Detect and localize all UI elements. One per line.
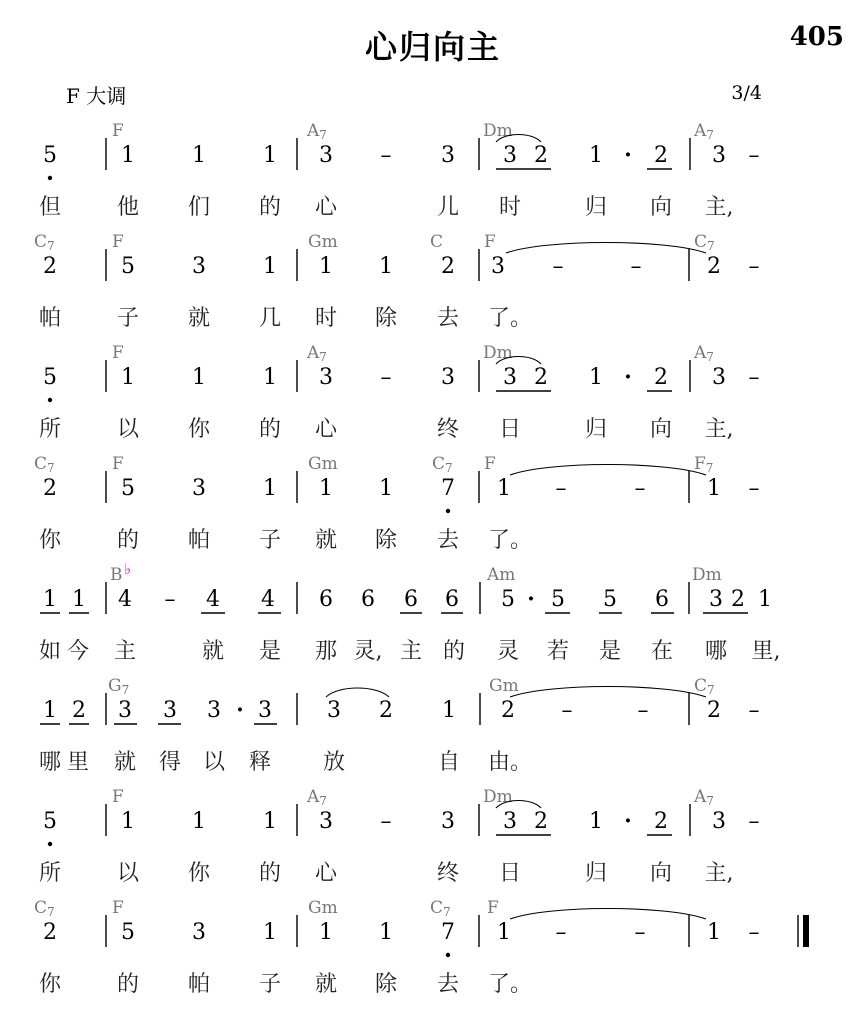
augmentation-dot: · <box>624 808 632 834</box>
chord-symbol: B <box>110 565 123 585</box>
note: 5 <box>121 476 135 501</box>
note: 1 <box>263 254 277 279</box>
note: – <box>634 476 646 501</box>
note: 5 <box>43 809 57 834</box>
note: 2 <box>654 809 668 834</box>
score-system <box>39 676 760 775</box>
chord-symbol: C7 <box>34 454 55 475</box>
chord-symbol: F <box>487 898 499 918</box>
chord-symbol: G7 <box>108 676 130 697</box>
note: 1 <box>379 920 393 945</box>
lyric-syllable: 是 <box>598 639 622 664</box>
lyric-syllable: 的 <box>442 639 466 664</box>
note: 1 <box>379 254 393 279</box>
note: – <box>637 698 649 723</box>
lyric-syllable: 帕 <box>187 972 211 997</box>
chord-symbol: F <box>112 343 124 363</box>
lyric-syllable: 今 <box>66 639 90 664</box>
note: 3 <box>319 809 333 834</box>
note: – <box>748 809 760 834</box>
lyric-syllable: 日 <box>498 861 522 886</box>
note: 3 <box>441 365 455 390</box>
note: 3 <box>192 254 206 279</box>
note: 5 <box>121 254 135 279</box>
lyric-syllable: 子 <box>258 528 282 553</box>
lyric-syllable: 了。 <box>487 306 533 331</box>
note: 7 <box>441 476 455 501</box>
note: 1 <box>43 698 57 723</box>
chord-symbol: Gm <box>308 898 338 918</box>
note: 4 <box>206 587 220 612</box>
note: 2 <box>534 365 548 390</box>
note: – <box>380 143 392 168</box>
score-system <box>39 560 781 664</box>
lyric-syllable: 就 <box>314 972 338 997</box>
lyric-syllable: 你 <box>187 861 211 886</box>
lyric-syllable: 你 <box>38 972 62 997</box>
note: – <box>561 698 573 723</box>
note: 3 <box>712 809 726 834</box>
lyric-syllable: 归 <box>584 195 608 220</box>
note: 5 <box>43 365 57 390</box>
chord-symbol: F <box>112 232 124 252</box>
lyric-syllable: 就 <box>113 750 137 775</box>
augmentation-dot: · <box>624 142 632 168</box>
note: 1 <box>43 587 57 612</box>
chord-symbol: A7 <box>307 787 327 808</box>
note: 1 <box>589 143 603 168</box>
lyric-syllable: 放 <box>322 750 346 775</box>
lyric-syllable: 去 <box>436 306 460 331</box>
note: 1 <box>121 365 135 390</box>
note: 1 <box>707 920 721 945</box>
score-system <box>39 787 760 886</box>
lyric-syllable: 子 <box>116 306 140 331</box>
note: 6 <box>319 587 333 612</box>
chord-symbol: F <box>484 232 496 252</box>
note: 2 <box>72 698 86 723</box>
chord-symbol: Dm <box>483 121 513 141</box>
note: 5 <box>121 920 135 945</box>
chord-symbol: F <box>484 454 496 474</box>
chord-symbol: A7 <box>307 343 327 364</box>
lyric-syllable: 得 <box>158 750 182 775</box>
note: 3 <box>503 809 517 834</box>
note: 3 <box>319 365 333 390</box>
lyric-syllable: 除 <box>374 528 398 553</box>
note: – <box>748 254 760 279</box>
lyric-syllable: 主, <box>704 417 734 442</box>
chord-symbol: A7 <box>307 121 327 142</box>
lyric-syllable: 的 <box>116 528 140 553</box>
song-number: 405 <box>789 22 844 52</box>
lyric-syllable: 若 <box>546 639 570 664</box>
song-title: 心归向主 <box>364 28 501 66</box>
note: 6 <box>404 587 418 612</box>
chord-symbol: A7 <box>694 343 714 364</box>
lyric-syllable: 除 <box>374 972 398 997</box>
chord-symbol: C7 <box>34 898 55 919</box>
chord-symbol: Gm <box>308 454 338 474</box>
note: 3 <box>327 698 341 723</box>
note: 2 <box>654 365 668 390</box>
lyric-syllable: 如 <box>38 639 62 664</box>
note: 1 <box>263 476 277 501</box>
note: 3 <box>712 143 726 168</box>
note: 3 <box>192 476 206 501</box>
score-system <box>34 898 809 997</box>
note: 5 <box>501 587 515 612</box>
lyric-syllable: 去 <box>436 972 460 997</box>
lyric-syllable: 哪 <box>38 750 62 775</box>
lyric-syllable: 向 <box>649 417 673 442</box>
chord-symbol: F7 <box>694 454 714 475</box>
lyric-syllable: 你 <box>38 528 62 553</box>
note: – <box>552 254 564 279</box>
lyric-syllable: 们 <box>187 195 211 220</box>
chord-symbol: C <box>430 232 444 252</box>
lyric-syllable: 归 <box>584 417 608 442</box>
note: 4 <box>261 587 275 612</box>
lyric-syllable: 时 <box>498 195 522 220</box>
lower-octave-dot <box>48 176 52 180</box>
flat-accidental: ♭ <box>124 560 132 578</box>
tie-arc <box>506 243 706 254</box>
lyric-syllable: 心 <box>314 417 338 442</box>
chord-symbol: C7 <box>432 454 453 475</box>
note: 1 <box>497 476 511 501</box>
note: 1 <box>589 365 603 390</box>
lyric-syllable: 就 <box>314 528 338 553</box>
note: 2 <box>707 254 721 279</box>
chord-symbol: Gm <box>308 232 338 252</box>
lyric-syllable: 灵 <box>496 639 520 664</box>
augmentation-dot: · <box>527 586 535 612</box>
lyric-syllable: 的 <box>116 972 140 997</box>
note: 1 <box>121 143 135 168</box>
note: 2 <box>534 809 548 834</box>
chord-symbol: Gm <box>489 676 519 696</box>
note: 2 <box>654 143 668 168</box>
augmentation-dot: · <box>236 697 244 723</box>
lyric-syllable: 里, <box>751 639 781 664</box>
lyric-syllable: 子 <box>258 972 282 997</box>
note: 3 <box>118 698 132 723</box>
note: 3 <box>503 365 517 390</box>
lower-octave-dot <box>446 509 450 513</box>
note: 6 <box>655 587 669 612</box>
note: 1 <box>263 920 277 945</box>
lyric-syllable: 所 <box>38 417 62 442</box>
chord-symbol: F <box>112 787 124 807</box>
chord-symbol: F <box>112 898 124 918</box>
note: 2 <box>534 143 548 168</box>
lyric-syllable: 心 <box>314 861 338 886</box>
note: 4 <box>118 587 132 612</box>
note: 1 <box>589 809 603 834</box>
lyric-syllable: 归 <box>584 861 608 886</box>
lyric-syllable: 在 <box>650 639 674 664</box>
note: 7 <box>441 920 455 945</box>
lyric-syllable: 自 <box>437 750 461 775</box>
lyric-syllable: 灵, <box>353 639 383 664</box>
note: 1 <box>319 920 333 945</box>
note: 2 <box>43 920 57 945</box>
augmentation-dot: · <box>624 364 632 390</box>
score-system <box>34 454 760 553</box>
note: 3 <box>491 254 505 279</box>
note: – <box>748 143 760 168</box>
note: 2 <box>501 698 515 723</box>
note: – <box>380 365 392 390</box>
chord-symbol: C7 <box>694 676 715 697</box>
lyric-syllable: 由。 <box>487 750 533 775</box>
lyric-syllable: 以 <box>116 417 140 442</box>
chord-symbol: C7 <box>694 232 715 253</box>
note: 1 <box>442 698 456 723</box>
chord-symbol: F <box>112 121 124 141</box>
note: 3 <box>319 143 333 168</box>
note: 6 <box>445 587 459 612</box>
note: 1 <box>121 809 135 834</box>
note: – <box>630 254 642 279</box>
key-signature: F 大调 <box>66 84 127 108</box>
lyric-syllable: 向 <box>649 861 673 886</box>
note: 1 <box>192 143 206 168</box>
tie-arc <box>510 465 706 476</box>
lyric-syllable: 除 <box>374 306 398 331</box>
note: 3 <box>503 143 517 168</box>
lyric-syllable: 儿 <box>436 195 460 220</box>
chord-symbol: C7 <box>430 898 451 919</box>
lyric-syllable: 帕 <box>38 306 62 331</box>
chord-symbol: A7 <box>694 787 714 808</box>
lower-octave-dot <box>48 398 52 402</box>
note: 3 <box>712 365 726 390</box>
time-signature: 3/4 <box>731 82 762 104</box>
lyric-syllable: 了。 <box>487 972 533 997</box>
note: 2 <box>441 254 455 279</box>
lyric-syllable: 终 <box>436 861 460 886</box>
chord-symbol: Dm <box>483 343 513 363</box>
lyric-syllable: 去 <box>436 528 460 553</box>
lyric-syllable: 那 <box>314 639 338 664</box>
lyric-syllable: 了。 <box>487 528 533 553</box>
note: 1 <box>192 809 206 834</box>
lyric-syllable: 日 <box>498 417 522 442</box>
lyric-syllable: 哪 <box>704 639 728 664</box>
note: – <box>555 920 567 945</box>
note: – <box>748 476 760 501</box>
lyric-syllable: 向 <box>649 195 673 220</box>
note: – <box>164 587 176 612</box>
lyric-syllable: 以 <box>202 750 226 775</box>
note: 5 <box>551 587 565 612</box>
lyric-syllable: 你 <box>187 417 211 442</box>
note: – <box>748 365 760 390</box>
lyric-syllable: 主, <box>704 861 734 886</box>
note: 5 <box>603 587 617 612</box>
note: 1 <box>497 920 511 945</box>
lyric-syllable: 主 <box>399 639 423 664</box>
lyric-syllable: 就 <box>187 306 211 331</box>
lyric-syllable: 就 <box>201 639 225 664</box>
note: 2 <box>43 476 57 501</box>
note: 1 <box>72 587 86 612</box>
chord-symbol: Am <box>487 565 516 585</box>
lyric-syllable: 的 <box>258 861 282 886</box>
lyric-syllable: 所 <box>38 861 62 886</box>
note: 1 <box>263 143 277 168</box>
tie-arc <box>510 687 706 698</box>
score-system <box>39 343 760 442</box>
note: 3 <box>709 587 723 612</box>
final-bar-thick <box>803 915 809 947</box>
tie-arc <box>510 909 706 920</box>
note: 1 <box>758 587 772 612</box>
lyric-syllable: 时 <box>314 306 338 331</box>
note: – <box>380 809 392 834</box>
tie-arc <box>326 688 389 697</box>
note: 1 <box>319 476 333 501</box>
note: – <box>748 698 760 723</box>
lyric-syllable: 主, <box>704 195 734 220</box>
note: 6 <box>361 587 375 612</box>
note: 1 <box>263 365 277 390</box>
note: – <box>555 476 567 501</box>
note: 2 <box>731 587 745 612</box>
lyric-syllable: 心 <box>314 195 338 220</box>
lyric-syllable: 几 <box>258 306 282 331</box>
note: 1 <box>263 809 277 834</box>
chord-symbol: C7 <box>34 232 55 253</box>
note: – <box>634 920 646 945</box>
note: 3 <box>441 143 455 168</box>
lyric-syllable: 释 <box>248 750 272 775</box>
lyric-syllable: 以 <box>116 861 140 886</box>
note: 1 <box>379 476 393 501</box>
lyric-syllable: 的 <box>258 417 282 442</box>
note: 2 <box>707 698 721 723</box>
lyric-syllable: 但 <box>38 195 62 220</box>
lyric-syllable: 里 <box>66 750 90 775</box>
lyric-syllable: 的 <box>258 195 282 220</box>
lyric-syllable: 他 <box>116 195 140 220</box>
note: – <box>748 920 760 945</box>
lower-octave-dot <box>48 842 52 846</box>
chord-symbol: A7 <box>694 121 714 142</box>
chord-symbol: F <box>112 454 124 474</box>
chord-symbol: Dm <box>692 565 722 585</box>
note: 3 <box>441 809 455 834</box>
note: 1 <box>192 365 206 390</box>
note: 1 <box>319 254 333 279</box>
lyric-syllable: 是 <box>258 639 282 664</box>
note: 3 <box>207 698 221 723</box>
note: 5 <box>43 143 57 168</box>
note: 2 <box>43 254 57 279</box>
note: 3 <box>258 698 272 723</box>
score-system <box>34 232 760 331</box>
note: 3 <box>163 698 177 723</box>
note: 2 <box>379 698 393 723</box>
lyric-syllable: 帕 <box>187 528 211 553</box>
lyric-syllable: 主 <box>113 639 137 664</box>
lyric-syllable: 终 <box>436 417 460 442</box>
score-system <box>39 121 760 220</box>
note: 3 <box>192 920 206 945</box>
chord-symbol: Dm <box>483 787 513 807</box>
note: 1 <box>707 476 721 501</box>
lower-octave-dot <box>446 953 450 957</box>
